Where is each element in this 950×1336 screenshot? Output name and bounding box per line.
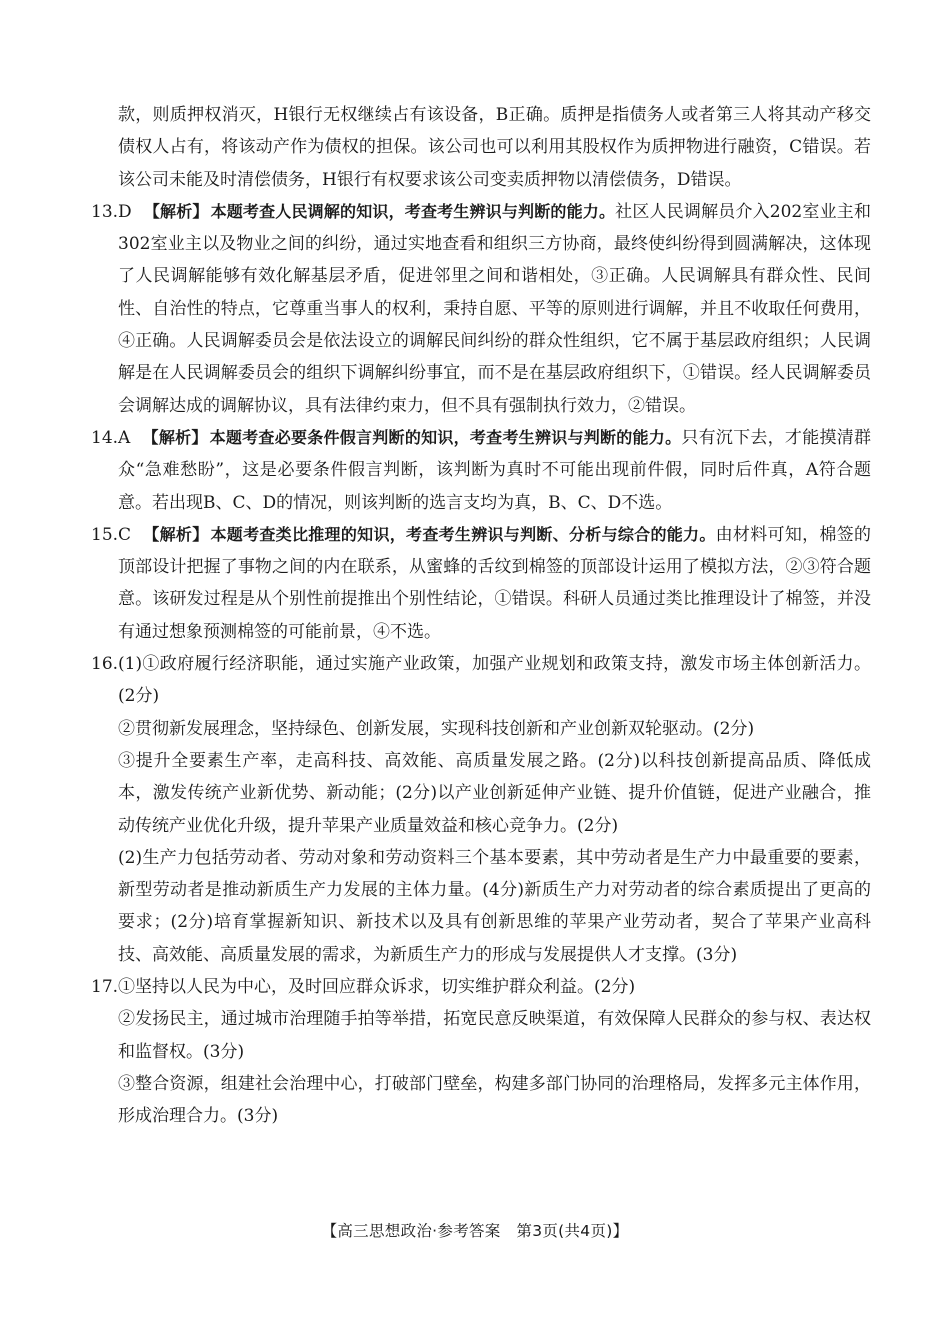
question-16-point-2 <box>91 713 871 745</box>
answer-text: ③提升全要素生产率，走高科技、高效能、高质量发展之路。(2分)以科技创新提高品质、降低成本，激发传统产业新优势、新动能；(2分)以产业创新延伸产业链、提升价值链，促进产业融合，推动传统产业优化升级，提升苹果产业质量效益和核心竞争力。(2分) <box>118 750 871 836</box>
analysis-tag: 【解析】 <box>142 427 208 447</box>
analysis-lead: 本题考查类比推理的知识，考查考生辨识与判断、分析与综合的能力。 <box>210 524 716 544</box>
answer-choice: C <box>118 524 132 545</box>
question-number: 16. <box>91 654 119 675</box>
page-footer: 【高三思想政治·参考答案 第3页(共4页)】 <box>321 1222 629 1240</box>
question-number: 14. <box>91 427 119 448</box>
answer-text: ①坚持以人民为中心，及时回应群众诉求，切实维护群众利益。(2分) <box>118 977 636 998</box>
answer-text: ③整合资源，组建社会治理中心，打破部门壁垒，构建多部门协同的治理格局，发挥多元主体作用，形成治理合力。(3分) <box>118 1073 871 1127</box>
question-13 <box>91 196 871 422</box>
analysis-body: 只有沉下去，才能摸清群众“急难愁盼”，这是必要条件假言判断，该判断为真时不可能出现前件假，同时后件真，A符合题意。若出现B、C、D的情况，则该判断的选言支均为真，B、C、D不选。 <box>118 427 871 513</box>
question-17-point-3 <box>91 1068 871 1133</box>
question-17-point-2 <box>91 1003 871 1068</box>
question-16-part-2 <box>91 842 871 971</box>
answer-text: (1)①政府履行经济职能，通过实施产业政策，加强产业规划和政策支持，激发市场主体创新活力。(2分) <box>118 654 871 707</box>
analysis-body: 社区人民调解员介入202室业主和302室业主以及物业之间的纠纷，通过实地查看和组织三方协商，最终使纠纷得到圆满解决，这体现了人民调解能够有效化解基层矛盾，促进邻里之间和谐相处，③正确。人民调解具有群众性、民间性、自治性的特点，它尊重当事人的权利，秉持自愿、平等的原则进行调解，并且不收取任何费用，④正确。人民调解委员会是依法设立的调解民间纠纷的群众性组织，它不属于基层政府组织；人民调解是在人民调解委员会的组织下调解纠纷事宜，而不是在基层政府组织下，①错误。经人民调解委员会调解达成的调解协议，具有法律约束力，但不具有强制执行效力，②错误。 <box>118 201 871 416</box>
analysis-tag: 【解析】 <box>143 201 209 221</box>
question-16-point-3 <box>91 745 871 842</box>
question-number: 17. <box>91 977 119 998</box>
analysis-tag: 【解析】 <box>143 524 209 544</box>
continuation-paragraph: 款，则质押权消灭，H银行无权继续占有该设备，B正确。质押是指债务人或者第三人将其动产移交债权人占有，将该动产作为债权的担保。该公司也可以利用其股权作为质押物进行融资，C错误。若该公司未能及时清偿债务，H银行有权要求该公司变卖质押物以清偿债务，D错误。 <box>118 105 871 190</box>
analysis-lead: 本题考查必要条件假言判断的知识，考查考生辨识与判断的能力。 <box>209 427 682 447</box>
analysis-body: 由材料可知，棉签的顶部设计把握了事物之间的内在联系，从蜜蜂的舌纹到棉签的顶部设计运用了模拟方法，②③符合题意。该研发过程是从个别性前提推出个别性结论，①错误。科研人员通过类比推理设计了棉签，并没有通过想象预测棉签的可能前景，④不选。 <box>118 524 871 642</box>
answer-choice: D <box>118 201 132 222</box>
answer-text: ②贯彻新发展理念，坚持绿色、创新发展，实现科技创新和产业创新双轮驱动。(2分) <box>118 718 755 739</box>
question-15 <box>91 519 871 648</box>
answer-content <box>91 99 871 1133</box>
answer-text: (2)生产力包括劳动者、劳动对象和劳动资料三个基本要素，其中劳动者是生产力中最重要的要素，新型劳动者是推动新质生产力发展的主体力量。(4分)新质生产力对劳动者的综合素质提出了更高的要求；(2分)培育掌握新知识、新技术以及具有创新思维的苹果产业劳动者，契合了苹果产业高科技、高效能、高质量发展的需求，为新质生产力的形成与发展提供人才支撑。(3分) <box>118 847 871 965</box>
answer-text: ②发扬民主，通过城市治理随手拍等举措，拓宽民意反映渠道，有效保障人民群众的参与权、表达权和监督权。(3分) <box>118 1009 871 1062</box>
question-number: 15. <box>91 524 119 545</box>
question-number: 13. <box>91 201 119 222</box>
answer-choice: A <box>118 427 131 448</box>
question-17-point-1 <box>91 971 871 1003</box>
analysis-lead: 本题考查人民调解的知识，考查考生辨识与判断的能力。 <box>210 201 616 221</box>
question-16-part-1 <box>91 648 871 713</box>
question-14 <box>91 422 871 519</box>
